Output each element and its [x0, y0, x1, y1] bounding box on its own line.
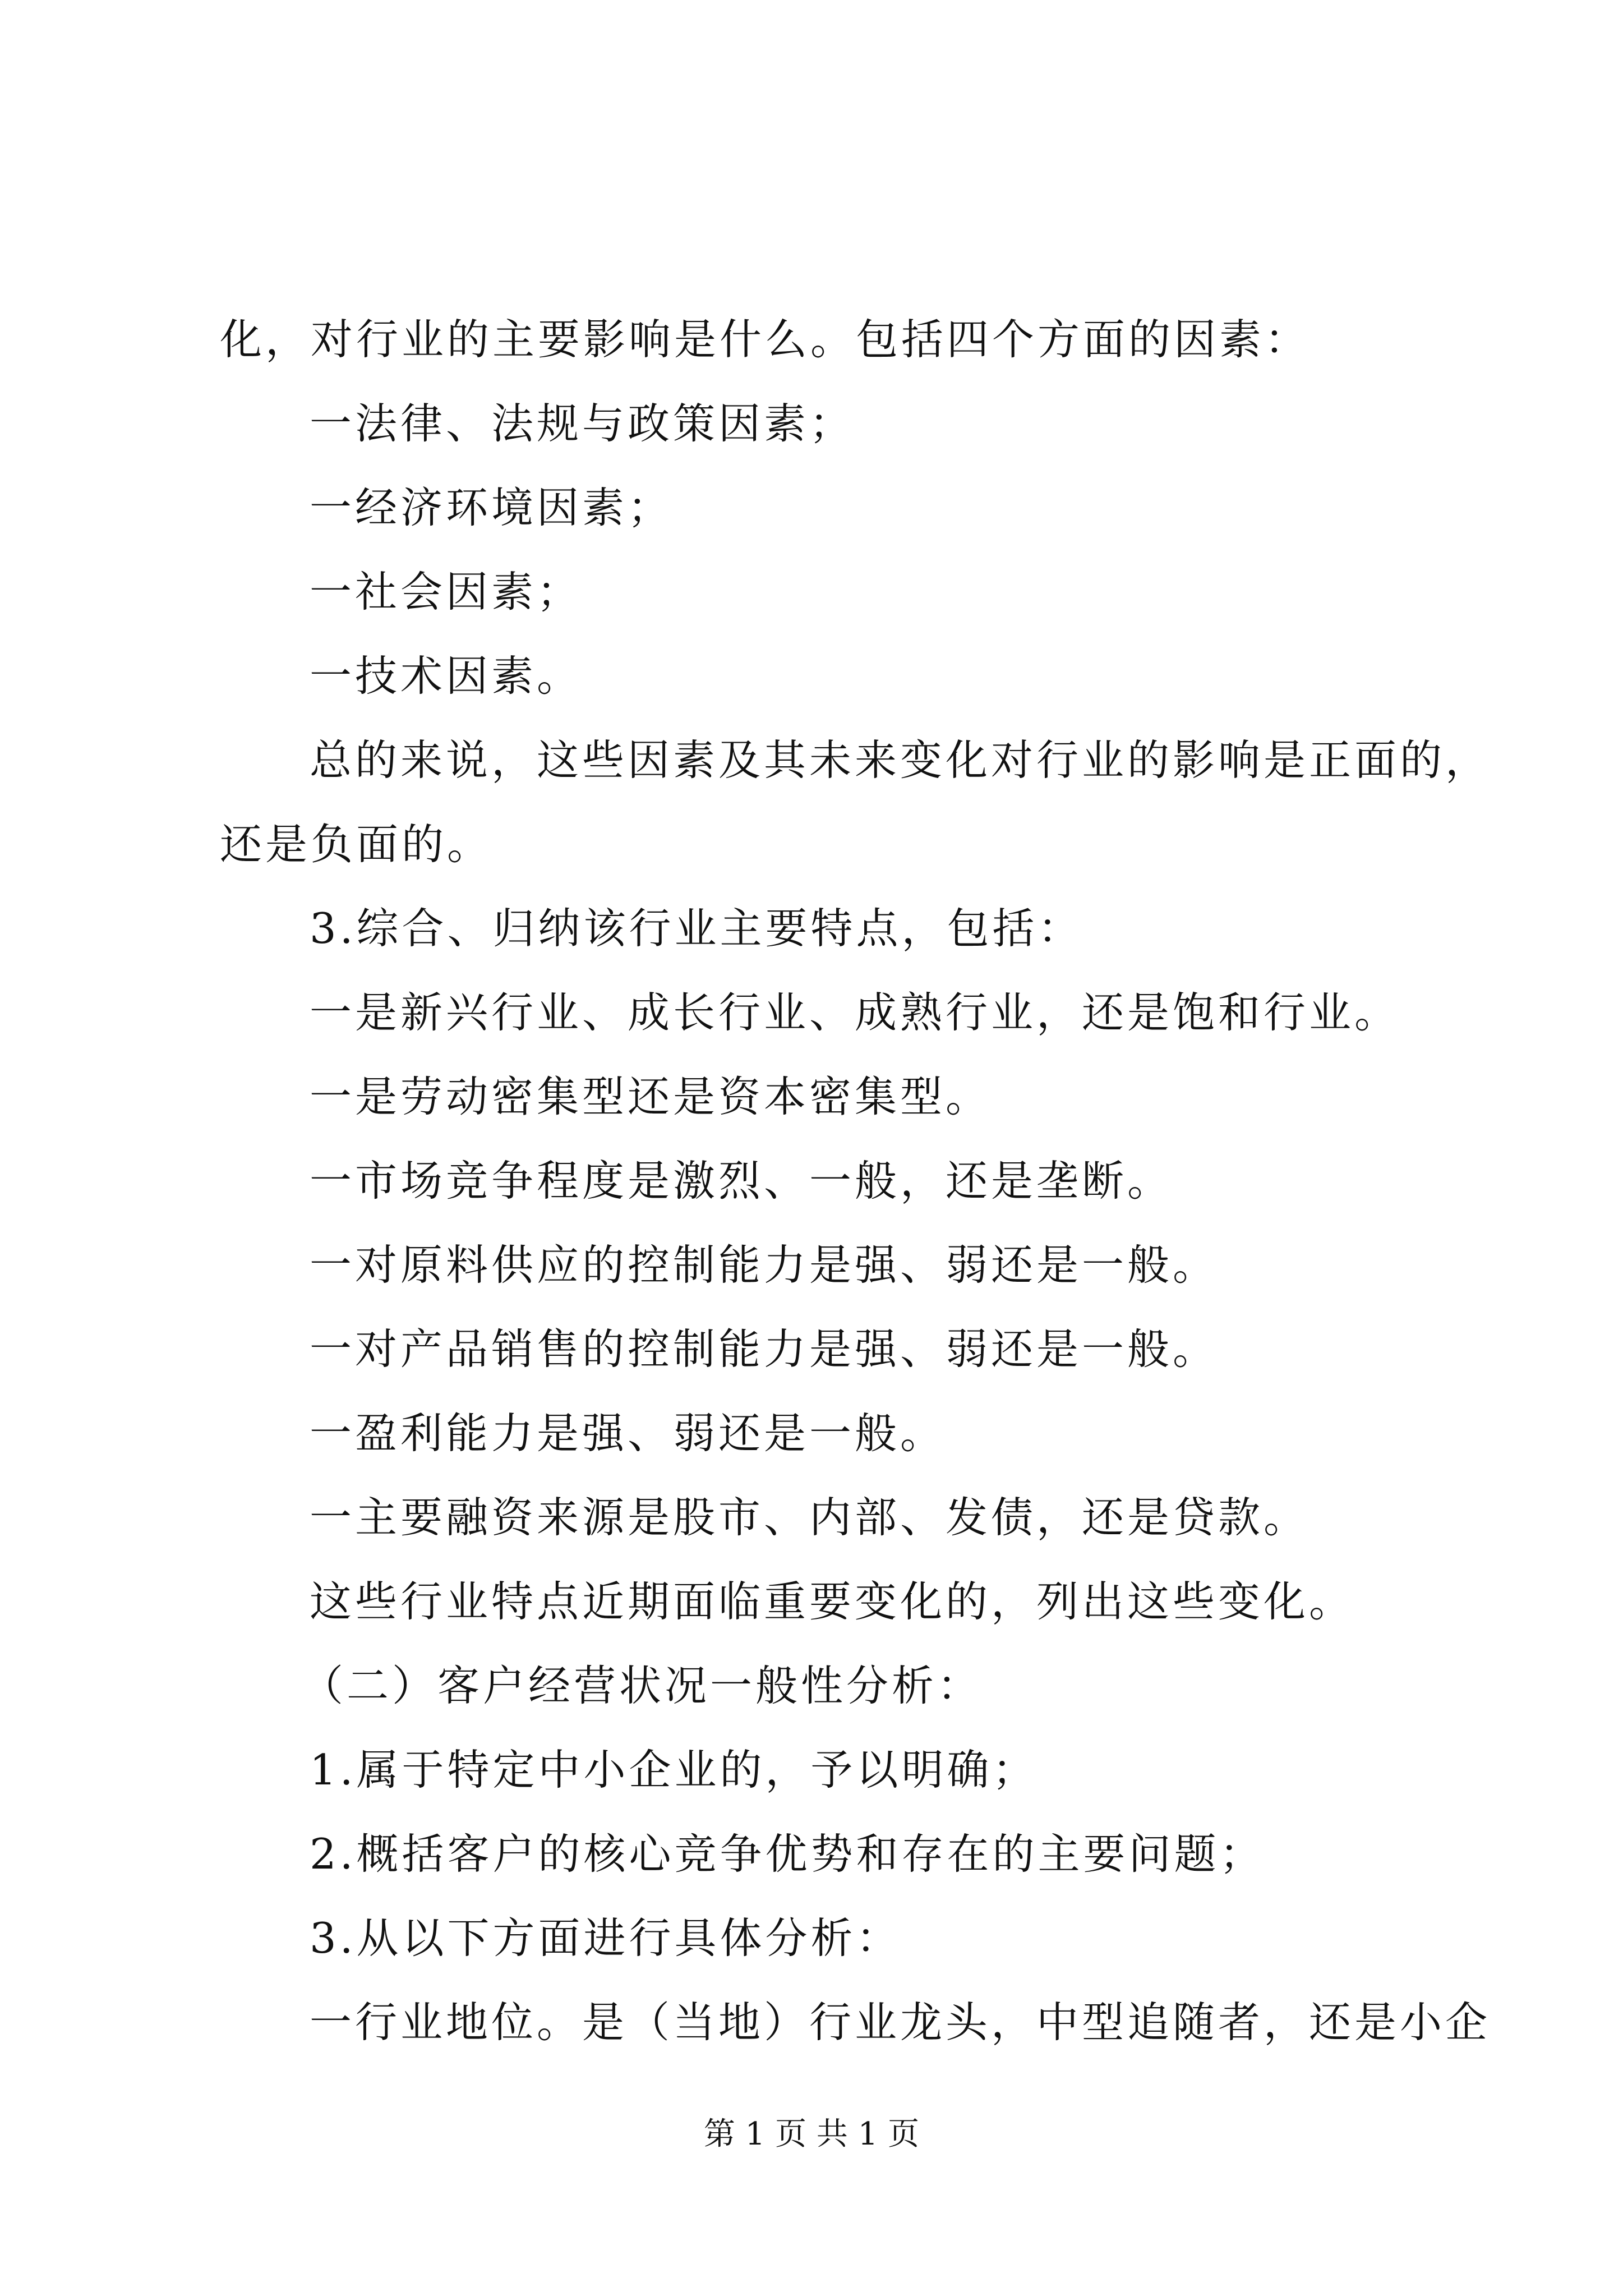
text-line: 还是负面的。 [220, 820, 493, 869]
text-line: 一行业地位。是（当地）行业龙头，中型追随者，还是小企 [310, 1998, 1491, 2047]
text-line: 一对原料供应的控制能力是强、弱还是一般。 [310, 1240, 1219, 1290]
text-line: 这些行业特点近期面临重要变化的，列出这些变化。 [310, 1577, 1355, 1626]
text-line: 一盈利能力是强、弱还是一般。 [310, 1409, 946, 1458]
text-line: 3.从以下方面进行具体分析： [310, 1913, 902, 1963]
text-line: 总的来说，这些因素及其未来变化对行业的影响是正面的， [310, 735, 1491, 785]
page-footer: 第 1 页 共 1 页 [703, 2116, 920, 2152]
text-line: 一主要融资来源是股市、内部、发债，还是贷款。 [310, 1493, 1310, 1542]
body-text [220, 297, 1493, 2064]
text-line: 3.综合、归纳该行业主要特点，包括： [310, 904, 1083, 953]
text-line: 一经济环境因素； [310, 483, 674, 532]
text-line: 一社会因素； [310, 567, 583, 616]
text-line: 一法律、法规与政策因素； [310, 399, 855, 448]
text-line: 一是新兴行业、成长行业、成熟行业，还是饱和行业。 [310, 988, 1400, 1037]
text-line: 2.概括客户的核心竞争优势和存在的主要问题； [310, 1829, 1265, 1879]
text-line: 一对产品销售的控制能力是强、弱还是一般。 [310, 1324, 1219, 1374]
text-line: 一技术因素。 [310, 651, 583, 701]
text-line: 一市场竞争程度是激烈、一般，还是垄断。 [310, 1156, 1173, 1205]
section-heading: （二）客户经营状况一般性分析： [301, 1661, 983, 1710]
text-line: 1.属于特定中小企业的，予以明确； [310, 1745, 1038, 1795]
text-line: 一是劳动密集型还是资本密集型。 [310, 1072, 992, 1121]
text-line: 化，对行业的主要影响是什么。包括四个方面的因素： [220, 315, 1311, 364]
